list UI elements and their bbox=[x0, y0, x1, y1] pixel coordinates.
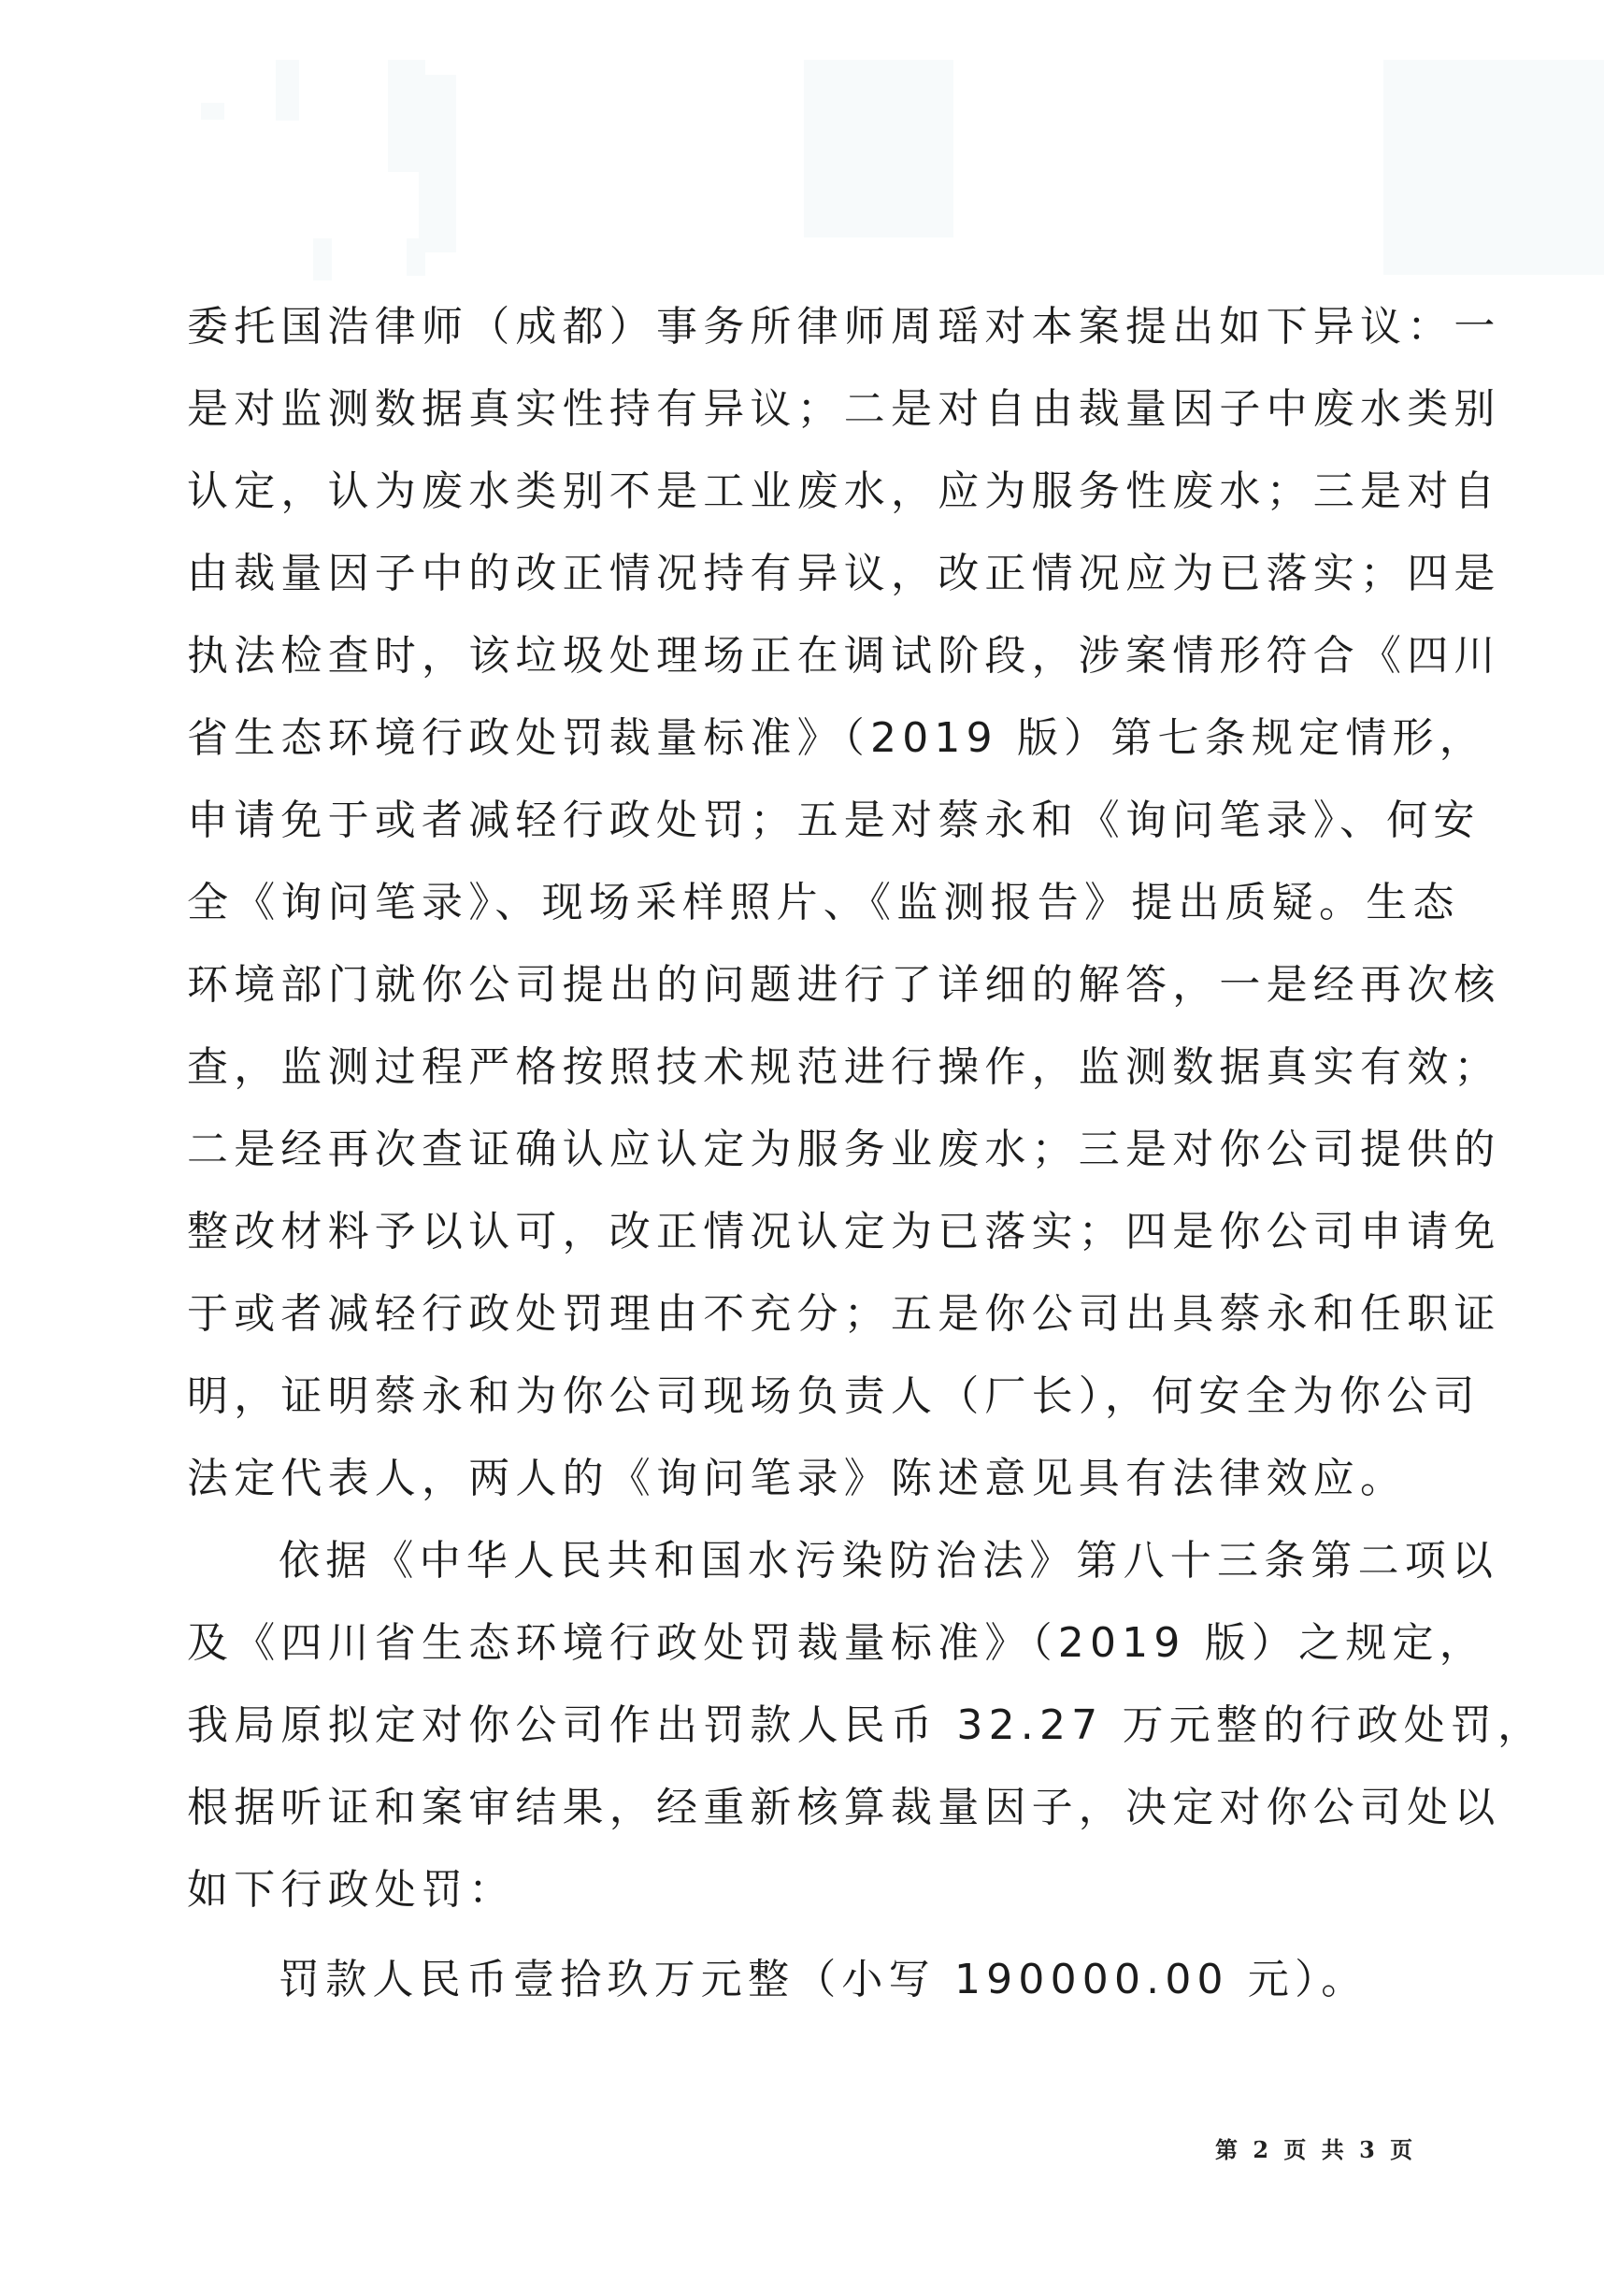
text-line: 环境部门就你公司提出的问题进行了详细的解答，一是经再次核 bbox=[187, 961, 1501, 1009]
text-line: 我局原拟定对你公司作出罚款人民币 32.27 万元整的行政处罚， bbox=[187, 1701, 1545, 1749]
text-line: 及《四川省生态环境行政处罚裁量标准》（2019 版）之规定， bbox=[187, 1619, 1486, 1667]
text-line: 委托国浩律师（成都）事务所律师周瑶对本案提出如下异议：一 bbox=[187, 303, 1501, 351]
penalty-amount-line: 罚款人民币壹拾玖万元整（小写 190000.00 元）。 bbox=[279, 1956, 1368, 2003]
text-line: 全《询问笔录》、现场采样照片、《监测报告》提出质疑。生态 bbox=[187, 879, 1460, 926]
text-line: 认定，认为废水类别不是工业废水，应为服务性废水；三是对自 bbox=[187, 467, 1501, 515]
text-line: 依据《中华人民共和国水污染防治法》第八十三条第二项以 bbox=[279, 1537, 1499, 1585]
text-line: 明，证明蔡永和为你公司现场负责人（厂长），何安全为你公司 bbox=[187, 1372, 1481, 1420]
text-line: 查，监测过程严格按照技术规范进行操作，监测数据真实有效； bbox=[187, 1043, 1501, 1091]
scan-artifact bbox=[276, 60, 299, 121]
paragraph-objections-and-responses bbox=[187, 292, 1501, 1526]
page-number: 第 2 页 共 3 页 bbox=[1215, 2136, 1417, 2163]
text-line: 于或者减轻行政处罚理由不充分；五是你公司出具蔡永和任职证 bbox=[187, 1290, 1501, 1338]
paragraph-legal-basis bbox=[187, 1526, 1545, 1937]
text-line: 根据听证和案审结果，经重新核算裁量因子，决定对你公司处以 bbox=[187, 1784, 1501, 1831]
scan-artifact bbox=[313, 238, 332, 280]
scan-artifact bbox=[419, 75, 456, 252]
scan-artifact bbox=[1383, 60, 1604, 275]
text-line: 二是经再次查证确认应认定为服务业废水；三是对你公司提供的 bbox=[187, 1126, 1501, 1173]
text-line: 如下行政处罚： bbox=[187, 1866, 516, 1914]
scan-artifact bbox=[201, 103, 224, 120]
text-line: 执法检查时，该垃圾处理场正在调试阶段，涉案情形符合《四川 bbox=[187, 632, 1501, 680]
scan-artifact bbox=[407, 238, 425, 276]
paragraph-penalty-decision bbox=[187, 1944, 1411, 2027]
text-line: 整改材料予以认可，改正情况认定为已落实；四是你公司申请免 bbox=[187, 1208, 1501, 1256]
text-line: 法定代表人，两人的《询问笔录》陈述意见具有法律效应。 bbox=[187, 1455, 1408, 1502]
text-line: 是对监测数据真实性持有异议；二是对自由裁量因子中废水类别 bbox=[187, 385, 1501, 433]
text-line: 申请免于或者减轻行政处罚；五是对蔡永和《询问笔录》、何安 bbox=[187, 796, 1481, 844]
text-line: 由裁量因子中的改正情况持有异议，改正情况应为已落实；四是 bbox=[187, 550, 1501, 597]
scan-artifact bbox=[804, 60, 953, 237]
document-body bbox=[187, 292, 1545, 2027]
text-line: 省生态环境行政处罚裁量标准》（2019 版）第七条规定情形， bbox=[187, 714, 1486, 762]
